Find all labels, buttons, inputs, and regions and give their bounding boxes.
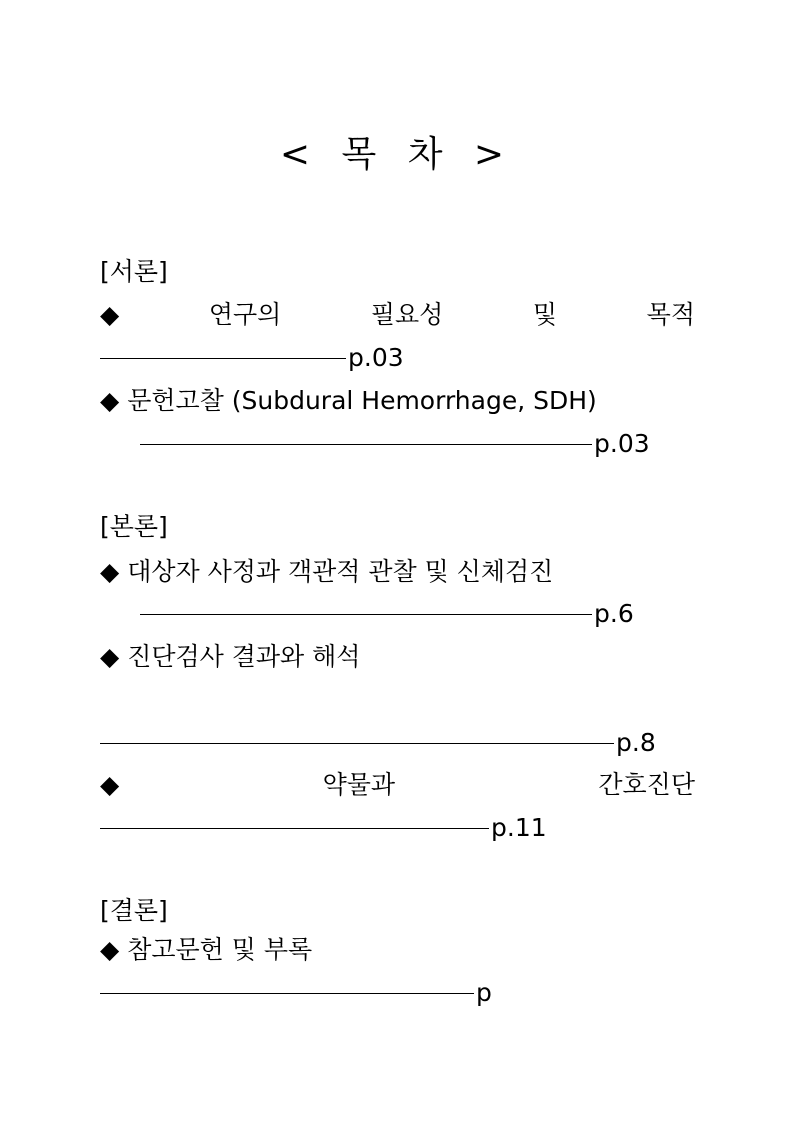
- toc-word: 목적: [646, 300, 695, 329]
- toc-word: 연구의: [208, 300, 282, 329]
- section-heading-body: [본론]: [100, 512, 168, 541]
- toc-page-number: p.8: [616, 728, 656, 757]
- toc-label: 참고문헌 및 부록: [127, 935, 313, 964]
- toc-leader-drug: [100, 812, 547, 844]
- toc-page-number: p.03: [348, 343, 404, 372]
- toc-word: 및: [532, 300, 558, 329]
- toc-leader-need: [100, 342, 404, 374]
- leader-line: [140, 614, 592, 615]
- toc-leader-ref: [100, 977, 492, 1009]
- leader-line: [140, 444, 592, 445]
- toc-leader-diag: [100, 727, 656, 759]
- toc-page-number: p.03: [594, 429, 650, 458]
- section-heading-intro: [서론]: [100, 257, 168, 286]
- diamond-bullet-icon: ◆: [100, 935, 120, 964]
- leader-line: [100, 358, 346, 359]
- diamond-bullet-icon: ◆: [100, 642, 120, 671]
- toc-label: 문헌고찰 (Subdural Hemorrhage, SDH): [127, 386, 597, 415]
- toc-word: 간호진단: [598, 770, 695, 799]
- toc-page-number: p: [476, 978, 492, 1007]
- toc-label: 대상자 사정과 객관적 관찰 및 신체검진: [127, 557, 554, 586]
- toc-entry-drug[interactable]: [100, 769, 695, 801]
- toc-page-number: p.6: [594, 599, 634, 628]
- diamond-bullet-icon: ◆: [100, 386, 120, 415]
- page-title: < 목 차 >: [279, 134, 515, 175]
- toc-word: 필요성: [370, 300, 444, 329]
- toc-entry-ref[interactable]: [100, 934, 312, 966]
- toc-label: 진단검사 결과와 해석: [127, 642, 361, 671]
- section-heading-conclusion: [결론]: [100, 896, 168, 925]
- toc-entry-lit[interactable]: [100, 385, 597, 417]
- toc-entry-subject[interactable]: [100, 556, 553, 588]
- leader-line: [100, 993, 474, 994]
- toc-word: 약물과: [322, 770, 396, 799]
- toc-entry-diag[interactable]: [100, 641, 360, 673]
- diamond-bullet-icon: ◆: [100, 770, 120, 799]
- leader-line: [100, 828, 489, 829]
- leader-line: [100, 743, 614, 744]
- toc-leader-lit: [140, 428, 650, 460]
- toc-leader-subject: [140, 598, 634, 630]
- toc-entry-need[interactable]: [100, 299, 695, 331]
- toc-page-number: p.11: [491, 813, 547, 842]
- diamond-bullet-icon: ◆: [100, 557, 120, 586]
- diamond-bullet-icon: ◆: [100, 300, 120, 329]
